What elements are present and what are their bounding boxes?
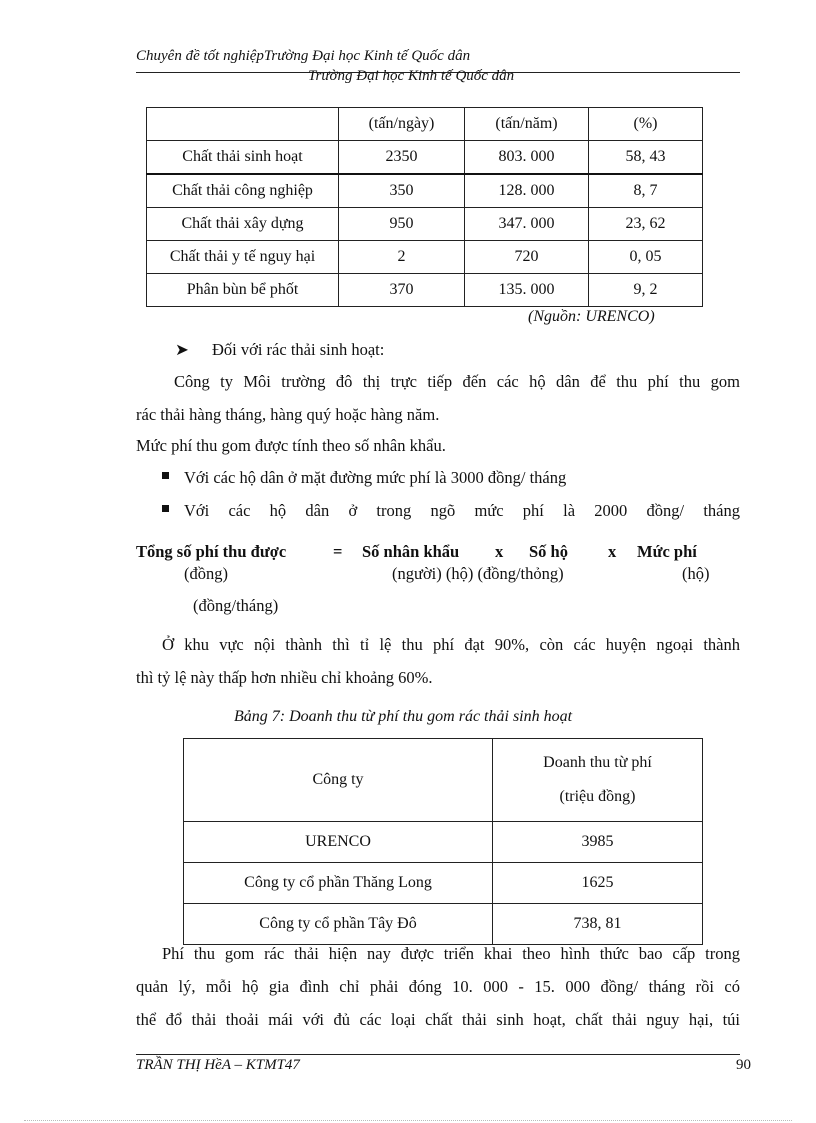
table-cell: 803. 000 <box>465 141 589 175</box>
paragraph-line: thì tỷ lệ này thấp hơn nhiều chỉ khoảng 60%. <box>136 668 433 687</box>
table-cell: 1625 <box>493 863 703 904</box>
table-cell <box>147 108 339 141</box>
footer-rule <box>136 1054 740 1055</box>
formula-unit: (đồng) <box>184 564 228 583</box>
table-cell: 720 <box>465 241 589 274</box>
table-header-row <box>184 739 703 822</box>
table-cell: Công ty cổ phần Tây Đô <box>184 904 493 945</box>
table-cell: (%) <box>589 108 703 141</box>
table-cell: 347. 000 <box>465 208 589 241</box>
table-cell: 9, 2 <box>589 274 703 307</box>
arrow-bullet-icon: ➤ <box>175 340 189 359</box>
table-row <box>147 174 703 208</box>
square-bullet-icon <box>162 472 169 479</box>
table-cell: Chất thải xây dựng <box>147 208 339 241</box>
table-cell: 23, 62 <box>589 208 703 241</box>
paragraph-line: quản lý, mỗi hộ gia đình chỉ phải đóng 10. 000 - 15. 000 đồng/ tháng rồi có <box>136 977 740 996</box>
table-row <box>147 274 703 307</box>
table-cell: Phân bùn bể phốt <box>147 274 339 307</box>
table-cell: (tấn/ngày) <box>339 108 465 141</box>
table-cell: 128. 000 <box>465 174 589 208</box>
table-cell: 950 <box>339 208 465 241</box>
table-row <box>184 904 703 945</box>
table-cell: 3985 <box>493 822 703 863</box>
list-item: Với các hộ dân ở trong ngõ mức phí là 2000 đồng/ tháng <box>184 501 740 520</box>
table-cell: (tấn/năm) <box>465 108 589 141</box>
paragraph-line: Mức phí thu gom được tính theo số nhân khẩu. <box>136 436 446 455</box>
formula-unit: (hộ) <box>682 564 710 583</box>
revenue-table <box>183 738 703 945</box>
footer-author: TRẦN THỊ HềA – KTMT47 <box>136 1057 300 1073</box>
table-cell: Công ty <box>184 739 493 822</box>
table-cell: Chất thải công nghiệp <box>147 174 339 208</box>
table-row <box>147 208 703 241</box>
table-cell: 58, 43 <box>589 141 703 175</box>
table-cell: 2 <box>339 241 465 274</box>
formula-fee: Mức phí <box>637 542 697 561</box>
list-item: Với các hộ dân ở mặt đường mức phí là 3000 đồng/ tháng <box>184 468 567 487</box>
table-cell: 8, 7 <box>589 174 703 208</box>
page-edge-divider <box>24 1120 792 1121</box>
table-cell: 370 <box>339 274 465 307</box>
table-cell: 2350 <box>339 141 465 175</box>
formula-times: x <box>495 542 504 561</box>
paragraph-line: thể đổ thải thoải mái với đủ các loại chất thải sinh hoạt, chất thải nguy hại, túi <box>136 1010 740 1029</box>
table-cell: 350 <box>339 174 465 208</box>
square-bullet-icon <box>162 505 169 512</box>
table-cell <box>493 739 703 822</box>
paragraph-line: Công ty Môi trường đô thị trực tiếp đến các hộ dân để thu phí thu gom <box>174 372 740 391</box>
formula-households: Số hộ <box>529 542 568 561</box>
waste-volume-table <box>146 107 703 307</box>
table-cell: 135. 000 <box>465 274 589 307</box>
table-header-row <box>147 108 703 141</box>
formula-unit: (đồng/tháng) <box>193 596 279 615</box>
running-header: Chuyên đề tốt nghiệpTrường Đại học Kinh tế Quốc dân <box>136 48 471 64</box>
formula-equals: = <box>333 542 343 561</box>
running-header-duplicate: Trường Đại học Kinh tế Quốc dân <box>308 68 515 84</box>
formula-total: Tổng số phí thu được <box>136 542 287 561</box>
section-heading: Đối với rác thải sinh hoạt: <box>212 340 385 359</box>
table-source-note: (Nguồn: URENCO) <box>528 308 655 325</box>
formula-unit: (người) (hộ) (đồng/thỏng) <box>392 564 564 583</box>
table-row <box>184 863 703 904</box>
paragraph-line: Phí thu gom rác thải hiện nay được triển khai theo hình thức bao cấp trong <box>162 944 740 963</box>
table-cell: URENCO <box>184 822 493 863</box>
header-line: (triệu đồng) <box>559 788 636 805</box>
table-cell: Chất thải sinh hoạt <box>147 141 339 175</box>
table-cell: 738, 81 <box>493 904 703 945</box>
table-row <box>147 141 703 175</box>
table-row <box>184 822 703 863</box>
table-cell: Chất thải y tế nguy hại <box>147 241 339 274</box>
table-cell: Công ty cổ phần Thăng Long <box>184 863 493 904</box>
table-cell: 0, 05 <box>589 241 703 274</box>
page-number: 90 <box>736 1057 751 1073</box>
header-line: Doanh thu từ phí <box>543 754 652 771</box>
table-caption: Bảng 7: Doanh thu từ phí thu gom rác thải sinh hoạt <box>234 708 573 725</box>
paragraph-line: rác thải hàng tháng, hàng quý hoặc hàng năm. <box>136 405 440 424</box>
paragraph-line: Ở khu vực nội thành thì tỉ lệ thu phí đạt 90%, còn các huyện ngoại thành <box>162 635 740 654</box>
table-row <box>147 241 703 274</box>
formula-people: Số nhân khẩu <box>362 542 460 561</box>
formula-times: x <box>608 542 617 561</box>
